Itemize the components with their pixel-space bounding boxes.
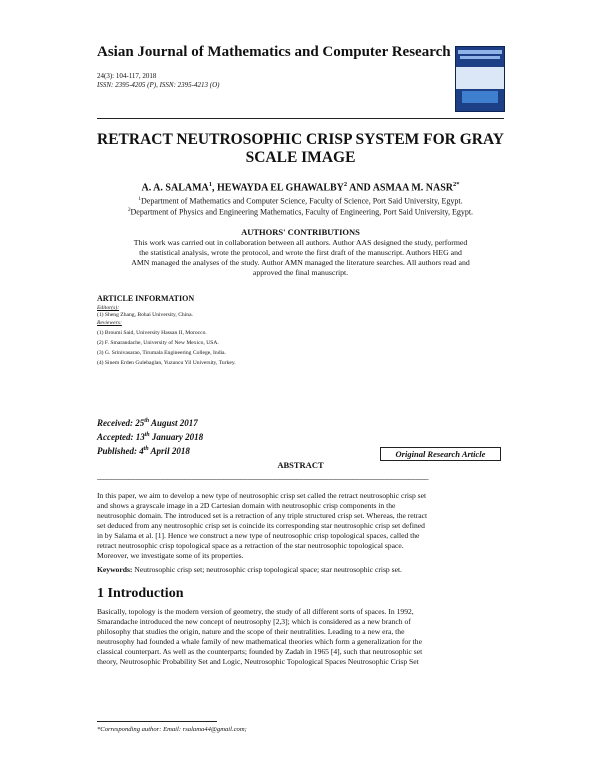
reviewer-item: (3) G. Srinivasarao, Tirumala Engineering College, India.: [97, 350, 226, 356]
abstract-text: In this paper, we aim to develop a new type of neutrosophic crisp set called the retract neutrosophic crisp set and shows a grayscale image in a 2D Cartesian domain with neutrosophic crisp components in the neutrosophic domain. The introduced set is a retraction of any triple structured crisp set. Whereas, the retract set deduced from any neutrosophic crisp set is coincide its corresponding star neutrosophic crisp set defined in by Salama et al. [1]. Hence we construct a new type of neutrosophic crisp topological spaces, called the retract neutrosophic crisp topological space as a retraction of the star neutrosophic topological space. Moreover, we investigate some of its properties.: [97, 491, 428, 560]
journal-title: Asian Journal of Mathematics and Computer Research: [97, 44, 451, 60]
accepted-date: Accepted: 13th January 2018: [97, 432, 204, 442]
corresponding-author-footnote: *Corresponding author: Email: rsalama44@gmail.com;: [97, 726, 247, 733]
article-type-badge: Original Research Article: [380, 447, 501, 461]
issn-info: ISSN: 2395-4205 (P), ISSN: 2395-4213 (O): [97, 81, 220, 89]
reviewer-item: (1) Broumi Said, University Hassan II, Morocco.: [97, 330, 207, 336]
editors-label: Editor(s):: [97, 305, 120, 311]
reviewer-item: (2) F. Smarandache, University of New Mexico, USA.: [97, 340, 219, 346]
received-date: Received: 25th August 2017: [97, 418, 198, 428]
published-date: Published: 4th April 2018: [97, 446, 190, 456]
keywords-line: Keywords: Neutrosophic crisp set; neutrosophic crisp topological space; star neutrosophic crisp set.: [97, 565, 402, 574]
separator-line: ______________________________________________________________________________________________________________________: [97, 472, 428, 481]
author-list: A. A. SALAMA$^1$, HEWAYDA EL GHAWALBY$^2$ AND ASMAA M. $NASR^{2*}$: [141, 181, 460, 194]
footnote-rule: [97, 721, 217, 722]
contributions-heading: AUTHORS' CONTRIBUTIONS: [241, 227, 360, 237]
affiliation-1: $^1$Department of Mathematics and Computer Science, Faculty of Science, Port Said University, Egypt.: [138, 196, 463, 206]
reviewers-label: Reviewers:: [97, 320, 122, 326]
editor-item: (1) Sheng Zhang, Bohai University, China.: [97, 312, 193, 318]
abstract-heading: ABSTRACT: [277, 460, 324, 470]
affiliation-2: $^2$Department of Physics and Engineering Mathematics, Faculty of Engineering, Port Said University, Egypt.: [127, 207, 474, 217]
header-rule: [97, 118, 504, 119]
section-heading: 1 Introduction: [97, 586, 184, 601]
article-info-heading: ARTICLE INFORMATION: [97, 294, 195, 303]
volume-info: 24(3): 104-117, 2018: [97, 72, 157, 80]
journal-cover-image: [455, 46, 505, 112]
paper-title: RETRACT NEUTROSOPHIC CRISP SYSTEM FOR GRAY SCALE IMAGE: [97, 131, 504, 166]
contributions-text: This work was carried out in collaboration between all authors. Author AAS designed the study, performed the statistical analysis, wrote the protocol, and wrote the first draft of the manuscript. Authors HEG and AMN managed the analyses of the study. Author AMN managed the literature searches. All authors read and approved the final manuscript.: [131, 238, 470, 277]
reviewer-item: (4) Sinem Erden Gulebaglan, Yuzuncu Yil University, Turkey.: [97, 360, 236, 366]
introduction-text: Basically, topology is the modern version of geometry, the study of all different sorts of spaces. In 1992, Smarandache introduced the new concept of neutrosophy [2,3]; which is considered as a new branch of philosophy that studies the origin, nature and the scope of their neutralities. Leading to a new era, the neutrosophy had founded a whale family of new mathematical theories which form a generalization for the classical counterpart. As well as the counterparts; founded by Zadah in 1965 [4], such that neutrosophic set theory, Neutrosophic Probability Set and Logic, Neutrosophic Topological Spaces Neutrosophic Crisp Set: [97, 607, 423, 666]
